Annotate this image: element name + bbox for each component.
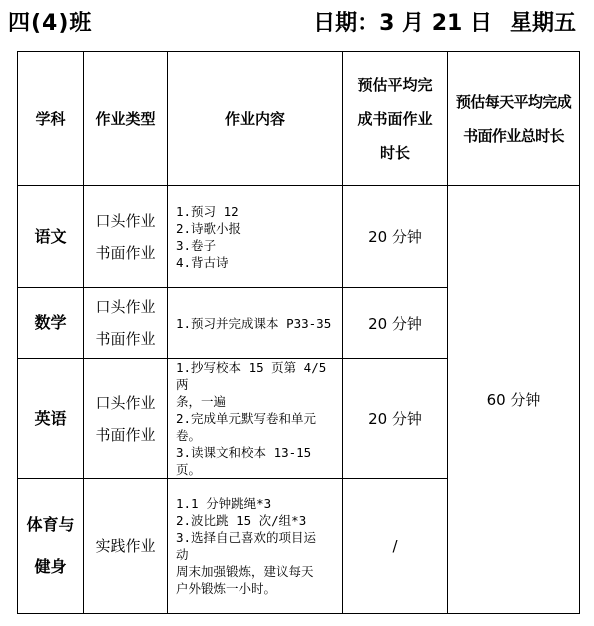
header-row (18, 52, 580, 186)
content-line: 3.选择自己喜欢的项目运 (176, 530, 317, 545)
homework-type: 书面作业 (95, 330, 156, 348)
col-header-avg-time-line: 预估平均完 (357, 75, 433, 94)
col-header-type: 作业类型 (84, 52, 168, 186)
class-title: 四(4)班 (8, 11, 93, 36)
content-line: 2.波比跳 15 次/组*3 (176, 513, 307, 528)
subject-name: 数学 (34, 313, 67, 332)
content-line: 动 (176, 547, 189, 562)
content-line: 4.背古诗 (176, 254, 229, 270)
content-line: 1.预习并完成课本 P33-35 (176, 315, 332, 331)
date-label: 日期： (313, 11, 380, 36)
content-line: 3.卷子 (176, 237, 217, 253)
col-header-subject: 学科 (18, 52, 84, 186)
homework-type: 口头作业 (95, 393, 156, 412)
date-value: 3 月 21 日 (379, 11, 492, 36)
content-line: 卷。 (176, 428, 202, 443)
homework-content-cell (168, 288, 343, 359)
content-line: 1.抄写校本 15 页第 4/5 两 (176, 360, 327, 392)
homework-content-cell (168, 479, 343, 614)
col-header-avg-time-line: 成书面作业 (357, 109, 433, 128)
homework-content-cell (168, 359, 343, 479)
content-line: 户外锻炼一小时。 (176, 581, 277, 596)
content-line: 2.完成单元默写卷和单元 (176, 411, 317, 426)
subject-cell (18, 359, 84, 479)
subject-name: 语文 (34, 226, 67, 246)
subject-cell (18, 288, 84, 359)
daily-total-cell: 60 分钟 (448, 186, 580, 614)
content-line: 3.读课文和校本 13-15 页。 (176, 445, 312, 477)
homework-type-cell (84, 479, 168, 614)
homework-type-cell (84, 186, 168, 288)
col-header-avg-time-line: 时长 (379, 143, 410, 162)
homework-content-cell (168, 186, 343, 288)
col-header-total-time-line: 预估每天平均完成 (455, 92, 572, 111)
col-header-total-time-line: 书面作业总时长 (463, 126, 564, 145)
subject-cell (18, 186, 84, 288)
content-line: 1.1 分钟跳绳*3 (176, 496, 272, 511)
homework-type: 书面作业 (95, 243, 156, 262)
date-line (313, 6, 576, 37)
duration-cell: 20 分钟 (343, 359, 448, 479)
homework-type: 口头作业 (95, 211, 156, 230)
subject-cell (18, 479, 84, 614)
content-line: 周末加强锻炼，建议每天 (176, 564, 314, 579)
duration-cell: 20 分钟 (343, 186, 448, 288)
table-row (18, 186, 580, 288)
homework-type-cell (84, 359, 168, 479)
duration-cell: / (343, 479, 448, 614)
col-header-content: 作业内容 (168, 52, 343, 186)
subject-name: 体育与 (26, 515, 75, 534)
content-line: 2.诗歌小报 (176, 220, 242, 236)
duration-cell: 20 分钟 (343, 288, 448, 359)
homework-table (17, 51, 580, 614)
subject-name: 健身 (34, 557, 67, 576)
col-header-total-time (448, 52, 580, 186)
content-line: 1.预习 12 (176, 203, 239, 219)
homework-type-cell (84, 288, 168, 359)
weekday: 星期五 (509, 11, 576, 36)
content-line: 条，一遍 (176, 394, 227, 409)
homework-type: 口头作业 (95, 298, 156, 316)
col-header-avg-time (343, 52, 448, 186)
subject-name: 英语 (34, 408, 67, 428)
homework-type: 书面作业 (95, 425, 156, 444)
homework-type: 实践作业 (95, 537, 156, 555)
